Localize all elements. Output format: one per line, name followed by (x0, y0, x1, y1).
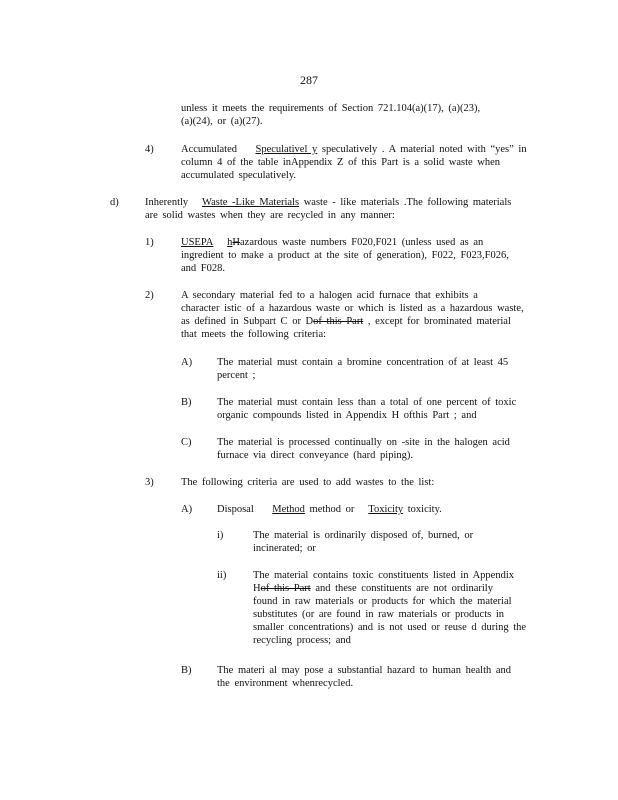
item-d3-A-ii-label: ii) (217, 570, 227, 581)
item-d3-B-line-1: The materi al may pose a substantial hazard to human health and (217, 665, 512, 676)
item-d2-C-line-1: The material is processed continually on -site in the halogen acid (217, 437, 510, 448)
text-run: Inherently (145, 197, 189, 208)
page-number: 287 (300, 73, 318, 87)
item-d2-line-3 (181, 315, 524, 328)
item-d1-line-1 (181, 236, 509, 249)
item-d3-line-1: The following criteria are used to add wastes to the list: (181, 477, 435, 488)
text-run: toxicity. (403, 504, 442, 515)
inserted-text: Waste -Like Materials (202, 197, 300, 208)
item-d2-A-line-1: The material must contain a bromine concentration of at least 45 (217, 357, 509, 368)
subsection-d-line-1 (145, 196, 511, 209)
text-run: and these constituents are not ordinarily (310, 583, 493, 594)
item-d2-line-4: that meets the following criteria: (181, 329, 327, 340)
item-d2-B-line-1: The material must contain less than a total of one percent of toxic (217, 397, 517, 408)
continuation-line-1: unless it meets the requirements of Section 721.104(a)(17), (a)(23), (181, 103, 481, 114)
text-run: Disposal (217, 504, 254, 515)
item-d3-B-label: B) (181, 665, 192, 676)
item-d2-B-line-2: organic compounds listed in Appendix H ofthis Part ; and (217, 410, 477, 421)
item-4-line-3: accumulated speculatively. (181, 170, 297, 181)
item-4-label: 4) (145, 144, 154, 155)
item-d3-A-ii-line-2 (253, 582, 526, 595)
item-d2-A-label: A) (181, 357, 193, 368)
item-d1-line-2: ingredient to make a product at the site of generation), F022, F023,F026, (181, 250, 509, 261)
item-d2-B-paragraph (217, 396, 516, 422)
item-d3-A-i-paragraph (253, 529, 473, 555)
item-d3-A-ii-line-3: found in raw materials or products for which the material (253, 596, 512, 607)
item-d2-paragraph (181, 289, 524, 341)
item-d3-A-ii-paragraph (253, 569, 526, 647)
deleted-text: H (232, 237, 241, 248)
continuation-line-2: (a)(24), or (a)(27). (181, 116, 263, 127)
item-d3-paragraph (181, 476, 434, 489)
item-d3-A-paragraph (217, 503, 442, 516)
text-run: speculatively . A material noted with “yes” in (317, 144, 527, 155)
text-run: method or (304, 504, 355, 515)
item-4-line-1 (181, 143, 527, 156)
inserted-text: Speculativel y (255, 144, 318, 155)
item-d2-line-2: character istic of a hazardous waste or which is listed as a hazardous waste, (181, 303, 524, 314)
text-run: azardous waste numbers F020,F021 (unless used as an (240, 237, 484, 248)
item-d3-A-label: A) (181, 504, 193, 515)
item-d3-label: 3) (145, 477, 154, 488)
item-d3-A-ii-line-5: smaller concentrations) and is not used or reuse d during the (253, 622, 527, 633)
item-d3-A-ii-line-6: recycling process; and (253, 635, 351, 646)
text-run: as defined in Subpart C or D (181, 316, 314, 327)
item-d3-A-i-label: i) (217, 530, 224, 541)
item-d1-paragraph (181, 236, 509, 275)
item-d2-A-line-2: percent ; (217, 370, 256, 381)
inserted-text: Method (272, 504, 305, 515)
continuation-paragraph (181, 102, 480, 128)
text-run: , except for brominated material (363, 316, 511, 327)
text-run: H (253, 583, 261, 594)
inserted-text: USEPA (181, 237, 214, 248)
item-d2-C-label: C) (181, 437, 192, 448)
item-d2-label: 2) (145, 290, 154, 301)
item-4-paragraph (181, 143, 527, 182)
item-d2-C-line-2: furnace via direct conveyance (hard piping). (217, 450, 413, 461)
item-d2-A-paragraph (217, 356, 508, 382)
subsection-d-line-2: are solid wastes when they are recycled in any manner: (145, 210, 395, 221)
item-d1-line-3: and F028. (181, 263, 225, 274)
item-d1-label: 1) (145, 237, 154, 248)
text-run: waste - like materials .The following materials (299, 197, 512, 208)
item-d2-line-1: A secondary material fed to a halogen acid furnace that exhibits a (181, 290, 478, 301)
inserted-text: h (227, 237, 233, 248)
item-d3-A-ii-line-1: The material contains toxic constituents listed in Appendix (253, 570, 514, 581)
item-d3-A-ii-line-4: substitutes (or are found in raw materials or products in (253, 609, 504, 620)
subsection-d-paragraph (145, 196, 511, 222)
item-d2-B-label: B) (181, 397, 192, 408)
item-4-line-2: column 4 of the table inAppendix Z of this Part is a solid waste when (181, 157, 501, 168)
item-d3-A-line (217, 503, 442, 516)
item-d3-A-i-line-2: incinerated; or (253, 543, 316, 554)
text-run: Accumulated (181, 144, 237, 155)
subsection-d-label: d) (110, 197, 119, 208)
item-d3-B-line-2: the environment whenrecycled. (217, 678, 354, 689)
inserted-text: Toxicity (368, 504, 404, 515)
deleted-text: of this Part (313, 316, 364, 327)
deleted-text: of this Part (260, 583, 311, 594)
item-d3-B-paragraph (217, 664, 511, 690)
item-d3-A-i-line-1: The material is ordinarily disposed of, burned, or (253, 530, 474, 541)
item-d2-C-paragraph (217, 436, 510, 462)
